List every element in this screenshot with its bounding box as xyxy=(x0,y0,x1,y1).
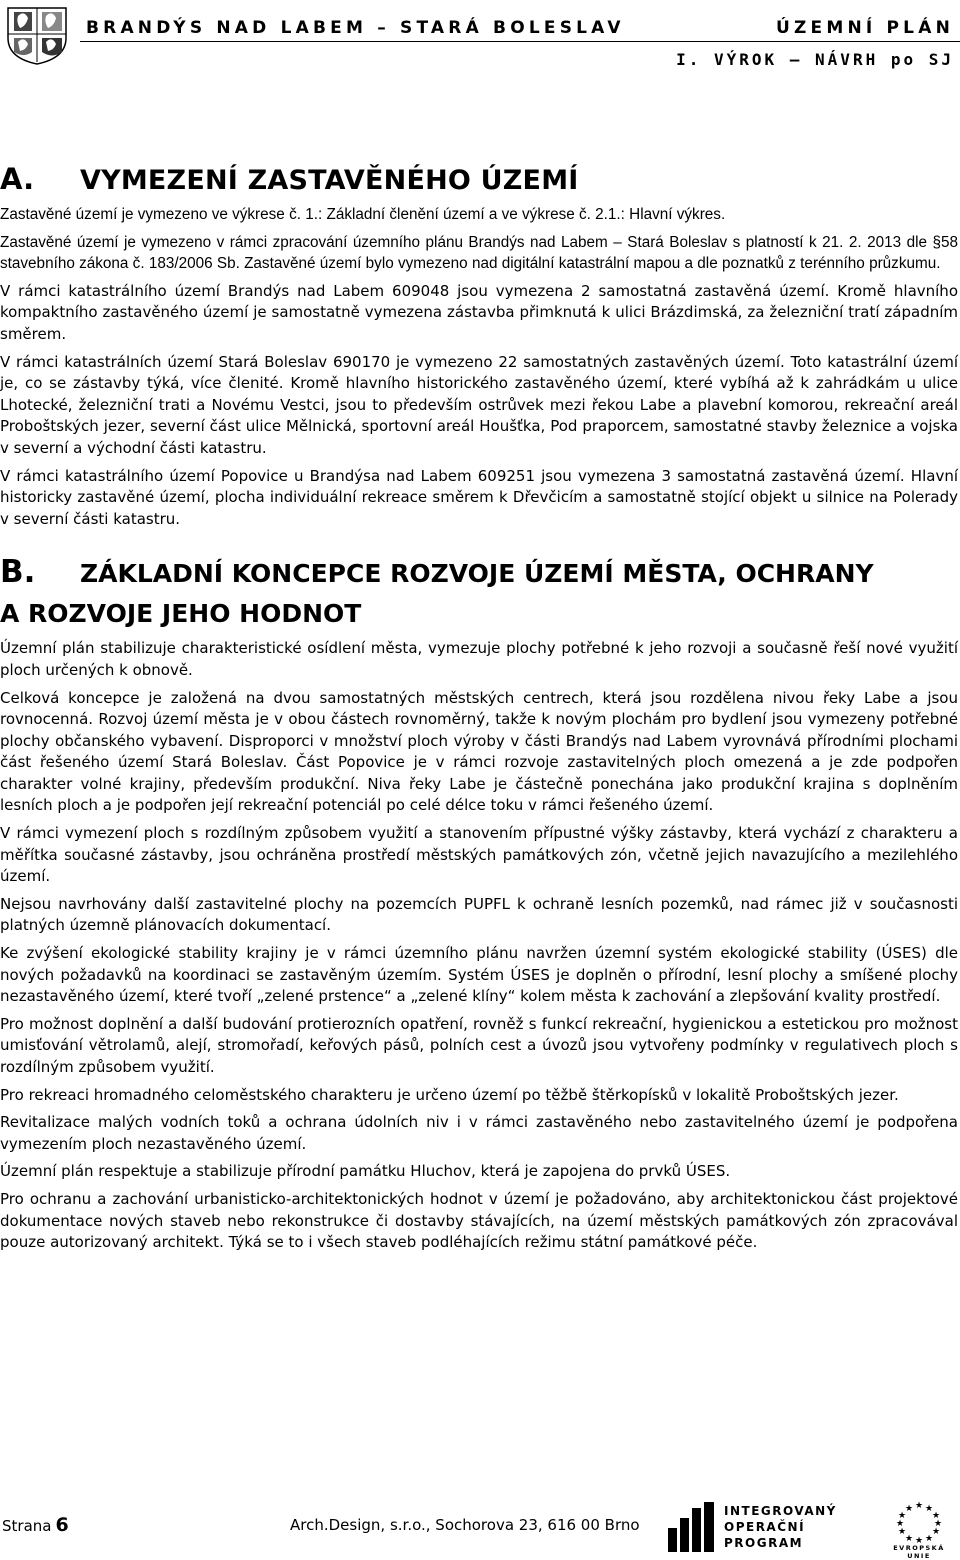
page-footer xyxy=(0,1500,960,1560)
eu-logo xyxy=(880,1500,958,1560)
section-b-paragraph: Nejsou navrhovány další zastavitelné plochy na pozemcích PUPFL k ochraně lesních pozemků, nad rámec již v současnosti platných územně plánovacích dokumentací. xyxy=(0,894,958,935)
section-b-paragraph: Pro rekreaci hromadného celoměstského charakteru je určeno území po těžbě štěrkopísků v lokalitě Proboštských jezer. xyxy=(0,1085,899,1104)
page-content xyxy=(0,162,958,1260)
section-b-title-line2: A ROZVOJE JEHO HODNOT xyxy=(0,599,362,629)
section-a-title: VYMEZENÍ ZASTAVĚNÉHO ÚZEMÍ xyxy=(80,165,579,196)
iop-logo-text: INTEGROVANÝ OPERAČNÍ PROGRAM xyxy=(724,1504,837,1550)
svg-text:★: ★ xyxy=(904,1504,914,1514)
section-a-paragraph: V rámci katastrálního území Popovice u Brandýsa nad Labem 609251 jsou vymezena 3 samostatná zastavěná území. Hlavní historicky zastavěné území, plocha individuální rekreace směrem k Dřevčicím a samostatně stojící objekt u silnice na Polerady v severní části katastru. xyxy=(0,466,958,528)
svg-text:★: ★ xyxy=(933,1519,943,1529)
section-b-title-line1: ZÁKLADNÍ KONCEPCE ROZVOJE ÚZEMÍ MĚSTA, OCHRANY xyxy=(80,559,874,589)
svg-text:★: ★ xyxy=(897,1527,907,1537)
page-header xyxy=(0,0,960,72)
section-b-paragraph: V rámci vymezení ploch s rozdílným způsobem využití a stanovením přípustné výšky zástavby, která vychází z charakteru a měřítka současné zástavby, jsou ochráněna prostředí městských památkových zón, včetně jejich navazujícího a mezilehlého území. xyxy=(0,824,958,886)
eu-label: EVROPSKÁ UNIE xyxy=(893,1544,945,1560)
eu-stars-icon xyxy=(880,1500,958,1544)
section-b-paragraph: Pro ochranu a zachování urbanisticko-architektonických hodnot v území je požadováno, aby architektonickou část projektové dokumentace nových staveb nebo rekonstrukce či dostavby stávajících, na území městských památkových zón zpracovával pouze autorizovaný architekt. Týká se to i všech staveb podléhajících režimu státní památkové péče. xyxy=(0,1189,958,1252)
section-b-letter: B. xyxy=(0,554,36,591)
section-b-heading xyxy=(0,552,958,634)
company-address: Arch.Design, s.r.o., Sochorova 23, 616 00 Brno xyxy=(290,1516,640,1534)
section-a-letter: A. xyxy=(0,162,35,196)
section-a-paragraph: V rámci katastrálního území Brandýs nad Labem 609048 jsou vymezena 2 samostatná zastavěná území. Kromě hlavního kompaktního zastavěného území je samostatně vymezena zástavba přimknutá k ulici Brázdimská, za železniční tratí západním směrem. xyxy=(0,281,958,343)
section-a-paragraph: Zastavěné území je vymezeno v rámci zpracování územního plánu Brandýs nad Labem – Stará Boleslav s platností k 21. 2. 2013 dle §58 stavebního zákona č. 183/2006 Sb. Zastavěné území bylo vymezeno nad digitální katastrální mapou a dle poznatků z terénního průzkumu. xyxy=(0,233,958,273)
page-number xyxy=(2,1514,69,1536)
svg-text:★: ★ xyxy=(924,1534,934,1544)
section-b-paragraph: Územní plán stabilizuje charakteristické osídlení města, vymezuje plochy potřebné k jeho rozvoji a současně řeší nové využití ploch určených k obnově. xyxy=(0,639,958,679)
header-divider xyxy=(80,41,960,42)
iop-bars-icon xyxy=(668,1502,720,1552)
page-number-value: 6 xyxy=(55,1514,69,1536)
iop-logo xyxy=(668,1502,838,1552)
section-b-paragraph: Celková koncepce je založená na dvou samostatných městských centrech, která jsou rozdělena nivou řeky Labe a jsou rovnocenná. Rozvoj území města je v obou částech rovnoměrný, takže k novým plochám pro bydlení jsou vymezeny potřebné plochy občanského vybavení. Disproporci v množství ploch výroby v části Brandýs nad Labem vyrovnává přírodními plochami část řešeného území Stará Boleslav. Část Popovice je v rámci rozvoje zastavitelných ploch omezená a je zde podpořen charakter volné krajiny, především produkční. Niva řeky Labe je částečně ponechána jako produkční krajina s doplněním lesních ploch a je podpořen její rekreační potenciál po celé délce toku v rámci řešeného území. xyxy=(0,688,958,815)
plan-subtitle: I. VÝROK – NÁVRH po SJ xyxy=(676,50,954,69)
document-title: BRANDÝS NAD LABEM – STARÁ BOLESLAV xyxy=(86,18,625,38)
svg-text:★: ★ xyxy=(914,1501,924,1511)
page-label: Strana xyxy=(2,1517,52,1535)
section-a-heading xyxy=(0,162,958,196)
svg-text:★: ★ xyxy=(931,1527,941,1537)
svg-text:★: ★ xyxy=(897,1511,907,1521)
svg-text:★: ★ xyxy=(924,1504,934,1514)
section-b-paragraph: Revitalizace malých vodních toků a ochrana údolních niv i v rámci zastavěného nebo zastavitelného území je podpořena vymezením ploch nezastavěného území. xyxy=(0,1113,958,1153)
coat-of-arms-icon xyxy=(4,4,70,66)
svg-text:★: ★ xyxy=(914,1536,924,1544)
section-b-paragraph: Pro možnost doplnění a další budování protierozních opatření, rovněž s funkcí rekreační, hygienickou a estetickou pro možnost umisťování větrolamů, alejí, stromořadí, keřových pásů, polních cest a úvozů jsou vytvořeny podmínky v regulativech ploch s rozdílným způsobem využití. xyxy=(0,1014,958,1076)
section-a-paragraph: Zastavěné území je vymezeno ve výkrese č. 1.: Základní členění území a ve výkrese č. 2.1.: Hlavní výkres. xyxy=(0,206,726,223)
svg-text:★: ★ xyxy=(904,1534,914,1544)
section-a-paragraph: V rámci katastrálních území Stará Boleslav 690170 je vymezeno 22 samostatných zastavěných území. Toto katastrální území je, co se zástavby týká, více členité. Kromě hlavního historického zastavěného území, které vybíhá až k zahrádkám u ulice Lhotecké, železniční trati a Novému Vestci, jsou to především ostrůvek mezi řekou Labe a plavební komorou, rekreační areál Proboštských jezer, severní část ulice Mělnická, sportovní areál Houšťka, Pod praporcem, samostatné stavby železnice a vojska v severní a východní části katastru. xyxy=(0,352,958,457)
section-b-paragraph: Územní plán respektuje a stabilizuje přírodní památku Hluchov, která je zapojena do prvků ÚSES. xyxy=(0,1162,731,1181)
section-b-paragraph: Ke zvýšení ekologické stability krajiny je v rámci územního plánu navržen územní systém ekologické stability (ÚSES) dle nových požadavků na koordinaci se zastavěným územím. Systém ÚSES je doplněn o přírodní, lesní plochy a smíšené plochy nezastavěného území, které tvoří „zelené prstence“ a „zelené klíny“ kolem města k zachování a zlepšování kvality prostředí. xyxy=(0,944,958,1006)
svg-text:★: ★ xyxy=(895,1519,905,1529)
plan-title: ÚZEMNÍ PLÁN xyxy=(775,18,954,38)
svg-text:★: ★ xyxy=(931,1511,941,1521)
